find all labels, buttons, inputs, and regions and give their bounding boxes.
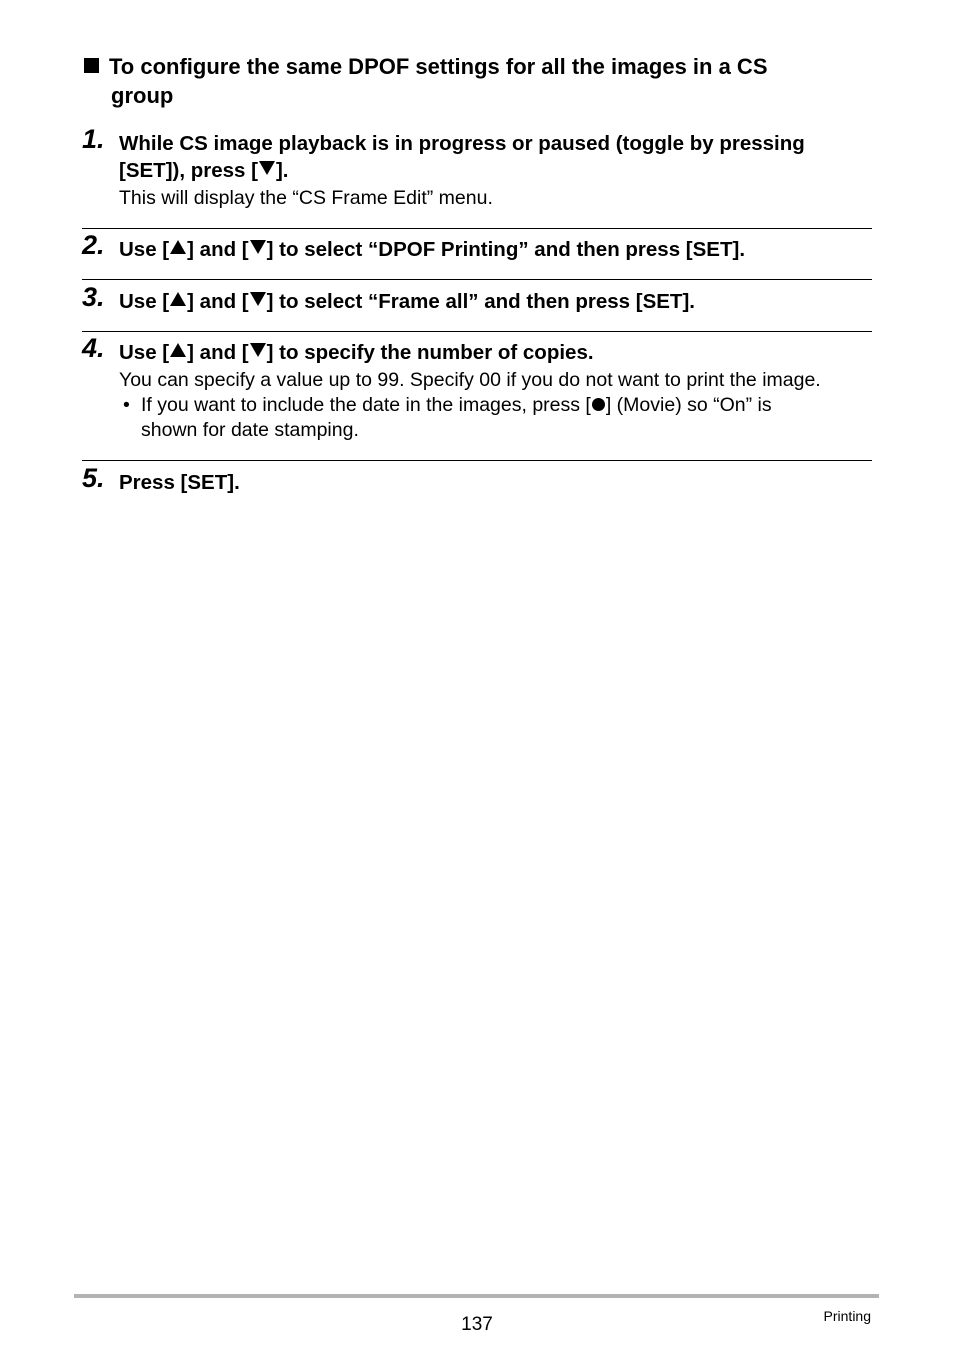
step-title-text: ] and [ [187, 341, 249, 364]
divider [82, 331, 872, 332]
step-title: Press [SET]. [119, 471, 240, 494]
step-title-text: ] to select “Frame all” and then press [SET]. [266, 290, 695, 313]
step-title [119, 130, 872, 184]
down-triangle-icon [250, 240, 266, 254]
divider [82, 460, 872, 461]
bullet-mark: • [123, 394, 130, 416]
step-number: 3. [82, 282, 105, 312]
step-number: 5. [82, 463, 105, 493]
step-4 [82, 333, 872, 443]
divider [82, 228, 872, 229]
step-title-text: ] and [ [187, 290, 249, 313]
down-triangle-icon [259, 161, 275, 175]
step-title [119, 288, 872, 315]
step-title-text: ] and [ [187, 238, 249, 261]
step-5 [82, 463, 872, 496]
step-title [119, 339, 872, 366]
bullet-text: ] (Movie) so “On” is [605, 394, 772, 416]
step-number: 2. [82, 230, 105, 260]
step-title-text: ]. [275, 159, 289, 182]
heading-line-2: group [111, 83, 174, 108]
up-triangle-icon [170, 292, 186, 306]
down-triangle-icon [250, 292, 266, 306]
section-heading [84, 52, 844, 110]
step-description: This will display the “CS Frame Edit” menu. [119, 187, 493, 209]
step-3 [82, 282, 872, 315]
down-triangle-icon [250, 343, 266, 357]
step-title-text: Use [ [119, 238, 170, 261]
up-triangle-icon [170, 240, 186, 254]
step-title-text: ] to specify the number of copies. [266, 341, 594, 364]
heading-line-1: To configure the same DPOF settings for all the images in a CS [109, 54, 768, 79]
step-title-text: Use [ [119, 341, 170, 364]
step-title-text: [SET]), press [ [119, 159, 258, 182]
step-title-text: ] to select “DPOF Printing” and then press [SET]. [266, 238, 746, 261]
movie-circle-icon [592, 398, 605, 411]
bullet-note [119, 393, 872, 443]
black-square-icon [84, 58, 99, 73]
step-title [119, 236, 872, 263]
up-triangle-icon [170, 343, 186, 357]
step-title-text: Use [ [119, 290, 170, 313]
footer-rule [74, 1294, 879, 1298]
bullet-text: If you want to include the date in the images, press [ [141, 394, 591, 416]
section-name: Printing [823, 1308, 871, 1324]
divider [82, 279, 872, 280]
step-2 [82, 230, 872, 263]
step-1 [82, 124, 872, 211]
step-title-text: While CS image playback is in progress or paused (toggle by pressing [119, 132, 805, 155]
bullet-text: shown for date stamping. [141, 419, 359, 441]
step-number: 4. [82, 333, 105, 363]
page-number: 137 [461, 1314, 493, 1335]
step-number: 1. [82, 124, 105, 154]
step-description: You can specify a value up to 99. Specify 00 if you do not want to print the image. [119, 369, 821, 391]
